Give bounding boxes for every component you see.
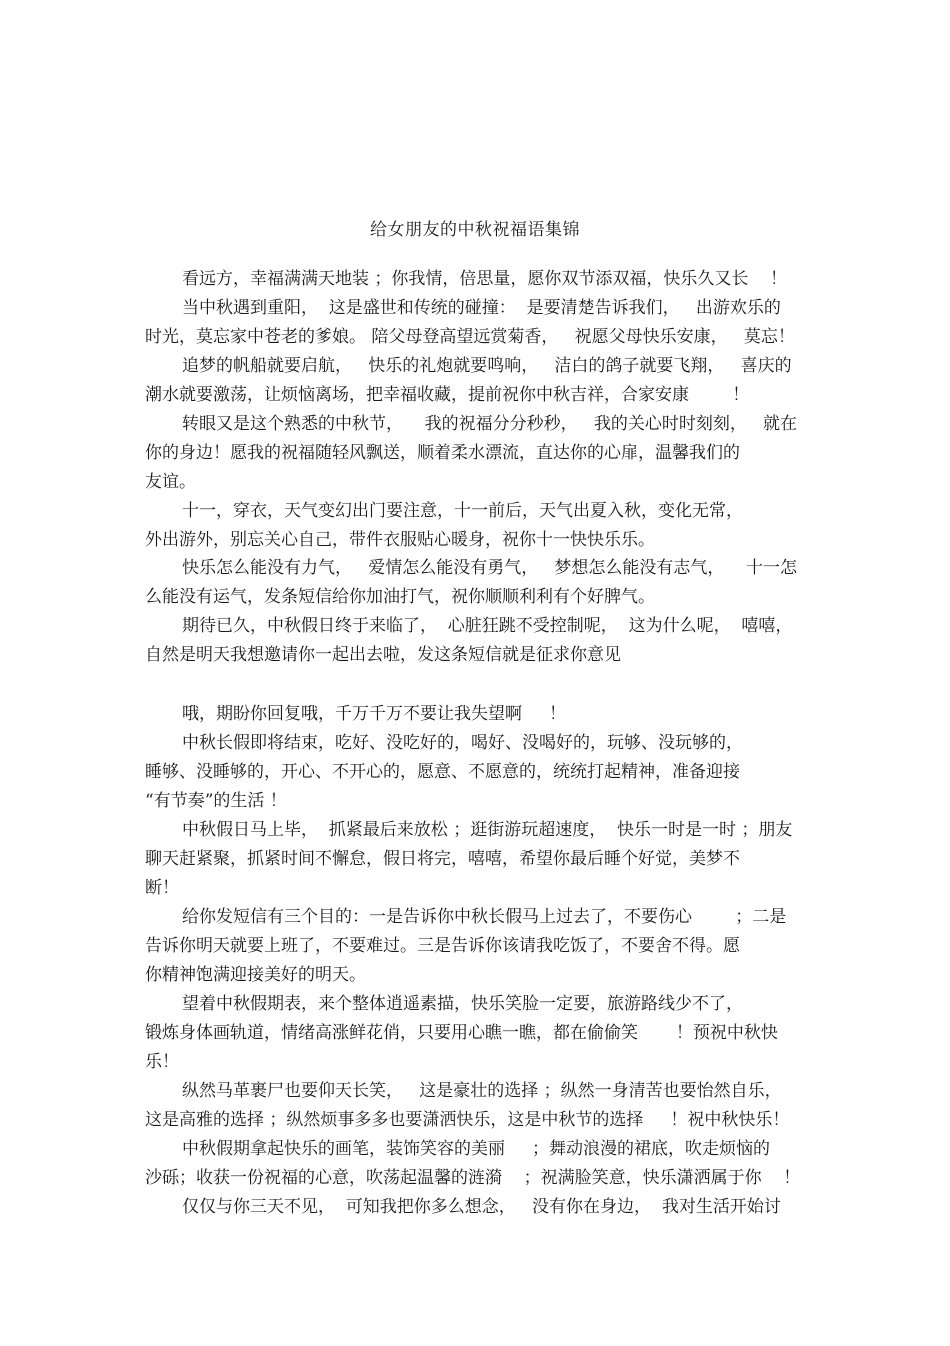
body-text-line: 自然是明天我想邀请你一起出去啦，发这条短信就是征求你意见 (145, 645, 621, 665)
document-title: 给女朋友的中秋祝福语集锦 (370, 220, 580, 240)
body-text-line: 你精神饱满迎接美好的明天。 (145, 965, 366, 985)
body-text-line: 纵然马革裹尸也要仰天长笑， 这是豪壮的选择 ；纵然一身清苦也要怡然自乐， (182, 1081, 782, 1101)
body-text-line: 十一，穿衣，天气变幻出门要注意，十一前后，天气出夏入秋，变化无常， (182, 501, 743, 521)
body-text-line: 中秋假日马上毕， 抓紧最后来放松 ；逛街游玩超速度， 快乐一时是一时 ；朋友 (182, 820, 793, 840)
body-text-line: 睡够、没睡够的，开心、不开心的，愿意、不愿意的，统统打起精神，准备迎接 (145, 762, 740, 782)
body-text-line: 这是高雅的选择 ；纵然烦事多多也要潇洒快乐，这是中秋节的选择 ！祝中秋快乐！ (145, 1110, 790, 1130)
body-text-line: 中秋假期拿起快乐的画笔，装饰笑容的美丽 ；舞动浪漫的裙底，吹走烦恼的 (182, 1139, 771, 1159)
body-text-line: 给你发短信有三个目的：一是告诉你中秋长假马上过去了，不要伤心 ；二是 (182, 907, 787, 927)
body-text-line: 仅仅与你三天不见， 可知我把你多么想念， 没有你在身边， 我对生活开始讨 (182, 1197, 781, 1217)
body-text-line: 哦，期盼你回复哦，千万千万不要让我失望啊 ！ (182, 704, 567, 724)
body-text-line: 沙砾；收获一份祝福的心意，吹荡起温馨的涟漪 ；祝满脸笑意，快乐潇洒属于你 ！ (145, 1168, 801, 1188)
body-text-line: 外出游外，别忘关心自己，带件衣服贴心暖身，祝你十一快快乐乐。 (145, 530, 655, 550)
body-text-line: 望着中秋假期表，来个整体逍遥素描，快乐笑脸一定要，旅游路线少不了， (182, 994, 743, 1014)
body-text-line: 追梦的帆船就要启航， 快乐的礼炮就要鸣响， 洁白的鸽子就要飞翔， 喜庆的 (182, 356, 792, 376)
body-text-line: “有节奏”的生活 ！ (145, 791, 287, 811)
body-text-line: 友谊。 (145, 472, 196, 492)
body-text-line: 断！ (145, 878, 179, 898)
body-text-line: 乐！ (145, 1052, 179, 1072)
body-text-line: 当中秋遇到重阳， 这是盛世和传统的碰撞： 是要清楚告诉我们， 出游欢乐的 (182, 298, 781, 318)
body-text-line: 快乐怎么能没有力气， 爱情怎么能没有勇气， 梦想怎么能没有志气， 十一怎 (182, 558, 798, 578)
body-text-line: 聊天赶紧聚，抓紧时间不懈怠，假日将完，嘻嘻，希望你最后睡个好觉，美梦不 (145, 849, 740, 869)
body-text-line: 么能没有运气，发条短信给你加油打气，祝你顺顺利利有个好脾气。 (145, 587, 655, 607)
body-text-line: 看远方，幸福满满天地装 ；你我情，倍思量，愿你双节添双福，快乐久又长 ！ (182, 269, 788, 289)
body-text-line: 告诉你明天就要上班了，不要难过。三是告诉你该请我吃饭了，不要舍不得。愿 (145, 936, 740, 956)
body-text-line: 时光，莫忘家中苍老的爹娘。 陪父母登高望远赏菊香， 祝愿父母快乐安康， 莫忘！ (145, 327, 795, 347)
body-text-line: 中秋长假即将结束，吃好、没吃好的，喝好、没喝好的，玩够、没玩够的， (182, 733, 743, 753)
body-text-line: 潮水就要激荡，让烦恼离场，把幸福收藏，提前祝你中秋吉祥，合家安康 ！ (145, 385, 750, 405)
body-text-line: 期待已久，中秋假日终于来临了， 心脏狂跳不受控制呢， 这为什么呢， 嘻嘻， (182, 616, 793, 636)
body-text-line: 锻炼身体画轨道，情绪高涨鲜花俏，只要用心瞧一瞧，都在偷偷笑 ！预祝中秋快 (145, 1023, 778, 1043)
body-text-line: 你的身边！愿我的祝福随轻风飘送，顺着柔水漂流，直达你的心扉，温馨我们的 (145, 443, 740, 463)
body-text-line: 转眼又是这个熟悉的中秋节， 我的祝福分分秒秒， 我的关心时时刻刻， 就在 (182, 414, 798, 434)
